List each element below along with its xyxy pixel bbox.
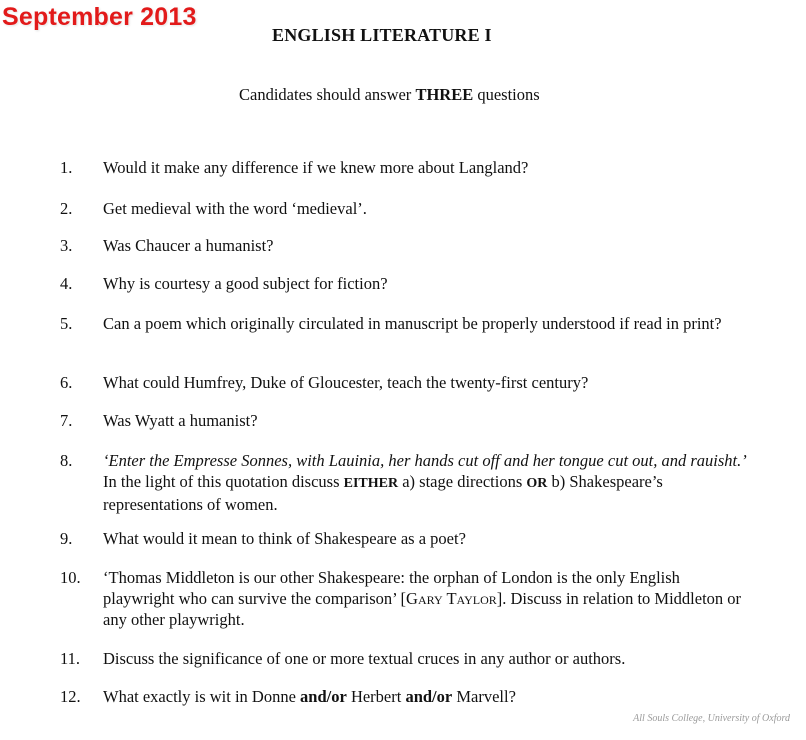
or-keyword: OR <box>526 476 548 491</box>
question-number: 9. <box>60 529 73 548</box>
question-text: Was Wyatt a humanist? <box>103 411 258 430</box>
question-number: 1. <box>60 158 73 177</box>
question-text-part: Marvell? <box>452 687 516 706</box>
and-or-keyword: and/or <box>300 687 347 706</box>
question-text: Discuss the significance of one or more textual cruces in any author or authors. <box>103 649 626 668</box>
question-number: 11. <box>60 649 81 668</box>
question-text-part: In the light of this quotation discuss <box>103 472 344 491</box>
question-item <box>60 198 750 219</box>
question-text: What would it mean to think of Shakespeare as a poet? <box>103 529 466 548</box>
question-item <box>60 567 750 630</box>
question-item <box>60 686 750 707</box>
question-text-part: ]. Discuss in relation to Middleton or any other playwright. <box>103 589 742 629</box>
question-number: 10. <box>60 568 81 587</box>
question-item <box>60 372 750 393</box>
question-text <box>103 686 750 707</box>
source-credit: All Souls College, University of Oxford <box>633 713 790 724</box>
quoted-author: Gary Taylor <box>406 589 497 608</box>
question-item <box>60 157 750 178</box>
either-keyword: EITHER <box>343 476 399 491</box>
question-text: Was Chaucer a humanist? <box>103 236 274 255</box>
question-text: Why is courtesy a good subject for fiction? <box>103 274 388 293</box>
question-number: 12. <box>60 687 81 706</box>
question-item <box>60 528 750 549</box>
exam-title: ENGLISH LITERATURE I <box>272 25 492 45</box>
instructions-after: questions <box>473 85 540 104</box>
question-item <box>60 410 750 431</box>
question-item <box>60 648 750 669</box>
question-number: 3. <box>60 236 73 255</box>
question-item <box>60 450 750 515</box>
instructions-before: Candidates should answer <box>239 85 416 104</box>
question-number: 8. <box>60 451 73 470</box>
question-number: 2. <box>60 199 73 218</box>
exam-instructions <box>239 85 540 105</box>
date-badge: September 2013 <box>2 3 197 31</box>
question-text <box>103 450 750 515</box>
question-number: 6. <box>60 373 73 392</box>
and-or-keyword: and/or <box>405 687 453 706</box>
question-text-part: Herbert <box>346 687 406 706</box>
question-number: 5. <box>60 314 73 333</box>
question-text-part: b) Shakespeare’s representations of women. <box>103 472 663 514</box>
question-text-part: What exactly is wit in Donne <box>103 687 301 706</box>
question-text: What could Humfrey, Duke of Gloucester, teach the twenty-first century? <box>103 373 589 392</box>
question-quote: ‘Enter the Empresse Sonnes, with Lauinia, her hands cut off and her tongue cut out, and rauisht.’ <box>103 451 747 470</box>
question-item <box>60 235 750 256</box>
question-text: Can a poem which originally circulated in manuscript be properly understood if read in print? <box>103 314 722 333</box>
question-text-part: ‘Thomas Middleton is our other Shakespeare: the orphan of London is the only English playwright who can survive the comparison’ [ <box>103 568 680 608</box>
question-text: Would it make any difference if we knew more about Langland? <box>103 158 529 177</box>
question-text-part: a) stage directions <box>398 472 527 491</box>
question-text <box>103 567 750 630</box>
question-text: Get medieval with the word ‘medieval’. <box>103 199 367 218</box>
question-number: 4. <box>60 274 73 293</box>
instructions-emphasis: THREE <box>415 85 474 104</box>
question-item <box>60 313 750 334</box>
question-item <box>60 273 750 294</box>
question-number: 7. <box>60 411 73 430</box>
